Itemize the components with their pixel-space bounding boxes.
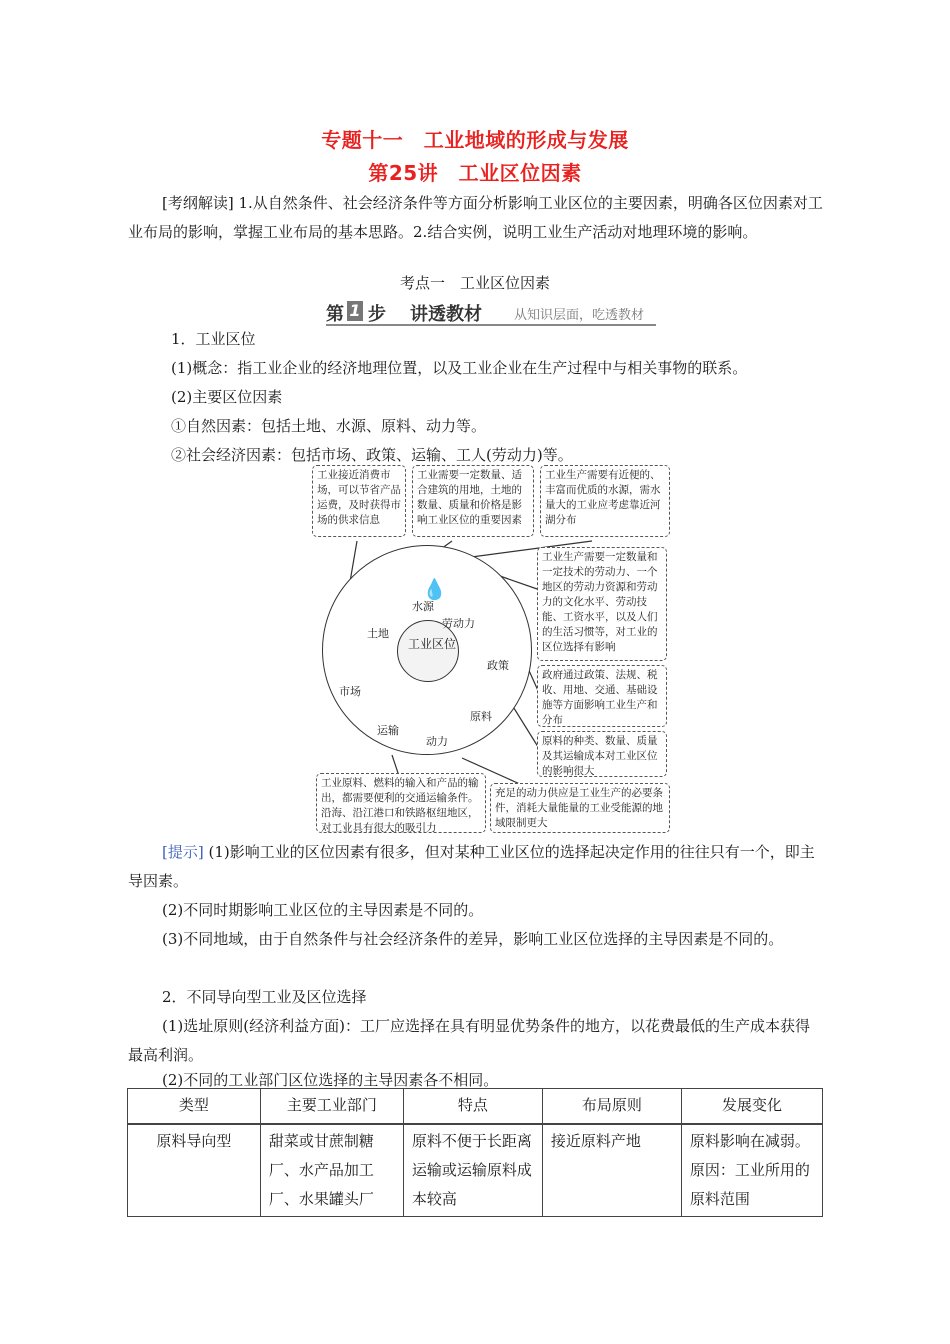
box-policy: 政府通过政策、法规、税收、用地、交通、基础设施等方面影响工业生产和分布 <box>537 665 667 727</box>
col-features: 特点 <box>403 1089 542 1125</box>
box-land: 工业需要一定数量、适合建筑的用地，土地的数量、质量和价格是影响工业区位的重要因素 <box>412 465 534 537</box>
step-prefix: 第 <box>326 304 344 325</box>
syllabus-label: [考纲解读] <box>162 194 234 212</box>
step-title: 讲透教材 <box>410 304 482 325</box>
dominant-factors-note: (2)不同的工业部门区位选择的主导因素各不相同。 <box>162 1071 499 1089</box>
box-labor: 工业生产需要一定数量和一定技术的劳动力、一个地区的劳动力资源和劳动力的文化水平、劳动技能、工资水平，以及人们的生活习惯等，对工业的区位选择有影响 <box>537 547 667 661</box>
box-material: 原料的种类、数量、质量及其运输成本对工业区位的影响很大 <box>537 731 667 777</box>
cell-type: 原料导向型 <box>128 1124 261 1217</box>
chapter-title: 专题十一 工业地域的形成与发展 <box>321 128 629 152</box>
box-transport: 工业原料、燃料的输入和产品的输出，都需要便利的交通运输条件。沿海、沿江港口和铁路枢纽地区，对工业具有很大的吸引力 <box>316 773 486 833</box>
segment-transport: 运输 <box>377 724 399 737</box>
step-banner <box>326 300 656 326</box>
concept-paragraph: (1)概念：指工业企业的经济地理位置，以及工业企业在生产过程中与相关事物的联系。 <box>171 359 748 377</box>
natural-factors: ①自然因素：包括土地、水源、原料、动力等。 <box>171 417 487 435</box>
location-factors-diagram <box>312 465 670 833</box>
col-layout: 布局原则 <box>542 1089 681 1125</box>
cell-features: 原料不便于长距离运输或运输原料成本较高 <box>403 1124 542 1217</box>
segment-material: 原料 <box>470 710 492 723</box>
industry-orientation-table <box>127 1088 823 1217</box>
box-water: 工业生产需要有近便的、丰富而优质的水源，需水量大的工业应考虑靠近河湖分布 <box>540 465 670 537</box>
lecture-title: 第25讲 工业区位因素 <box>368 161 582 185</box>
tip-text-1: (1)影响工业的区位因素有很多，但对某种工业区位的选择起决定作用的往往只有一个，即主导因素。 <box>128 843 815 890</box>
step-suffix: 步 <box>368 304 386 325</box>
syllabus-text: 1.从自然条件、社会经济条件等方面分析影响工业区位的主要因素，明确各区位因素对工业布局的影响，掌握工业布局的基本思路。2.结合实例，说明工业生产活动对地理环境的影响。 <box>128 194 823 241</box>
segment-land: 土地 <box>367 627 389 640</box>
segment-water: 水源 <box>412 600 434 613</box>
segment-market: 市场 <box>339 685 361 698</box>
water-drop-icon: 💧 <box>422 577 447 601</box>
heading-industrial-location: 1．工业区位 <box>171 330 256 348</box>
col-type: 类型 <box>128 1089 261 1125</box>
col-sectors: 主要工业部门 <box>260 1089 403 1125</box>
step-number-badge: 1 <box>347 301 363 321</box>
tip-paragraph-2: (2)不同时期影响工业区位的主导因素是不同的。 <box>162 901 484 919</box>
socioeconomic-factors: ②社会经济因素：包括市场、政策、运输、工人(劳动力)等。 <box>171 446 573 464</box>
box-power: 充足的动力供应是工业生产的必要条件，消耗大量能量的工业受能源的地域限制更大 <box>490 783 670 833</box>
cell-sectors: 甜菜或甘蔗制糖厂、水产品加工厂、水果罐头厂 <box>260 1124 403 1217</box>
segment-policy: 政策 <box>487 659 509 672</box>
cell-changes: 原料影响在减弱。原因：工业所用的原料范围 <box>681 1124 822 1217</box>
box-market: 工业接近消费市场，可以节省产品运费，及时获得市场的供求信息 <box>312 465 406 537</box>
segment-labor: 劳动力 <box>442 617 475 630</box>
syllabus-paragraph <box>128 189 823 247</box>
col-changes: 发展变化 <box>681 1089 822 1125</box>
tip-label: [提示] <box>162 843 204 861</box>
center-label: 工业区位 <box>408 637 457 651</box>
tip-paragraph-1 <box>128 838 823 896</box>
tip-paragraph-3: (3)不同地域，由于自然条件与社会经济条件的差异，影响工业区位选择的主导因素是不同的。 <box>162 930 784 948</box>
cell-layout: 接近原料产地 <box>542 1124 681 1217</box>
part2-heading: 2．不同导向型工业及区位选择 <box>162 988 367 1006</box>
step-subtitle: 从知识层面，吃透教材 <box>514 308 645 323</box>
segment-power: 动力 <box>426 735 448 748</box>
site-principle: (1)选址原则(经济利益方面)：工厂应选择在具有明显优势条件的地方，以花费最低的生产成本获得最高利润。 <box>128 1017 810 1064</box>
main-factors-heading: (2)主要区位因素 <box>171 388 283 406</box>
table-row <box>128 1124 823 1217</box>
table-header-row <box>128 1089 823 1125</box>
kaodian-heading: 考点一 工业区位因素 <box>399 274 550 292</box>
